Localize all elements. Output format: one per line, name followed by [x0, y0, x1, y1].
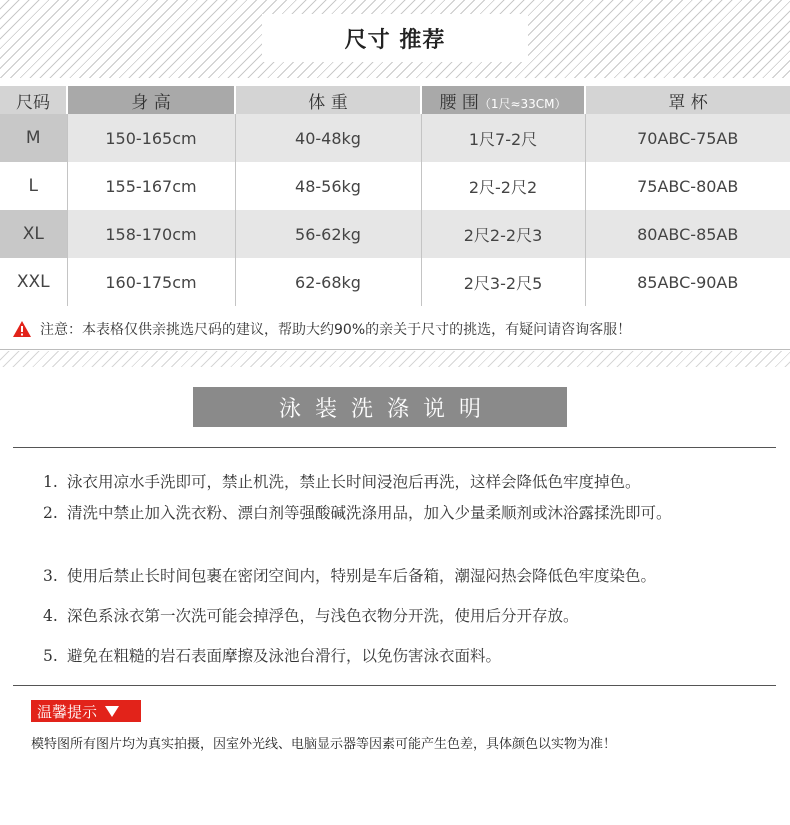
- table-header-row: [0, 86, 790, 114]
- column-header-size: 尺码: [0, 86, 67, 114]
- column-header-height: 身 高: [67, 86, 235, 114]
- table-row: [0, 210, 790, 258]
- warning-icon: [12, 320, 32, 338]
- header-hatch-band: [0, 0, 790, 78]
- cell-size: XL: [0, 210, 67, 258]
- list-item: [43, 560, 656, 592]
- list-item-text: 使用后禁止长时间包裹在密闭空间内，特别是车后备箱，潮湿闷热会降低色牢度染色。: [67, 567, 657, 585]
- cell-height: 158-170cm: [67, 210, 235, 258]
- cell-height: 150-165cm: [67, 114, 235, 162]
- list-item-text: 泳衣用凉水手洗即可，禁止机洗，禁止长时间浸泡后再洗，这样会降低色牢度掉色。: [67, 473, 641, 491]
- table-row: [0, 114, 790, 162]
- list-item-number: 2.: [43, 504, 58, 522]
- column-header-waist-label: 腰 围: [439, 92, 479, 113]
- list-item-text: 避免在粗糙的岩石表面摩擦及泳池台滑行，以免伤害泳衣面料。: [67, 647, 502, 665]
- cell-weight: 48-56kg: [235, 162, 421, 210]
- cell-weight: 40-48kg: [235, 114, 421, 162]
- list-item: [43, 600, 579, 632]
- cell-cup: 80ABC-85AB: [585, 210, 790, 258]
- page-title: 尺寸 推荐: [344, 27, 446, 53]
- warm-tip-text: 模特图所有图片均为真实拍摄，因室外光线、电脑显示器等因素可能产生色差，具体颜色以实物为准！: [31, 737, 617, 752]
- cell-waist: 1尺7-2尺: [421, 114, 585, 162]
- cell-cup: 85ABC-90AB: [585, 258, 790, 306]
- column-header-waist: [421, 86, 585, 114]
- washing-top-rule: [13, 447, 776, 448]
- cell-waist: 2尺2-2尺3: [421, 210, 585, 258]
- list-item-number: 4.: [43, 607, 58, 625]
- size-recommendation-table: [0, 86, 790, 306]
- header-title-box: [262, 14, 528, 62]
- list-item-text: 深色系泳衣第一次洗可能会掉浮色，与浅色衣物分开洗，使用后分开存放。: [67, 607, 579, 625]
- warm-tip-tag: [31, 700, 141, 722]
- cell-waist: 2尺3-2尺5: [421, 258, 585, 306]
- table-row: [0, 258, 790, 306]
- section-hatch-strip: [0, 351, 790, 367]
- column-header-weight: 体 重: [235, 86, 421, 114]
- list-item-text: 清洗中禁止加入洗衣粉、漂白剂等强酸碱洗涤用品，加入少量柔顺剂或沐浴露揉洗即可。: [67, 504, 672, 522]
- column-header-waist-note: （1尺≈33CM）: [478, 96, 567, 111]
- table-row: [0, 162, 790, 210]
- cell-cup: 75ABC-80AB: [585, 162, 790, 210]
- cell-size: M: [0, 114, 67, 162]
- list-item: [43, 497, 763, 529]
- size-notice: [12, 318, 782, 340]
- triangle-down-icon: [105, 706, 119, 717]
- cell-size: XXL: [0, 258, 67, 306]
- list-item-number: 3.: [43, 567, 58, 585]
- cell-waist: 2尺-2尺2: [421, 162, 585, 210]
- divider: [0, 349, 790, 350]
- cell-height: 155-167cm: [67, 162, 235, 210]
- washing-title-banner: 泳装洗涤说明: [193, 387, 567, 427]
- list-item: [43, 640, 501, 672]
- cell-weight: 56-62kg: [235, 210, 421, 258]
- list-item: [43, 466, 641, 498]
- notice-text: 注意：本表格仅供亲挑选尺码的建议，帮助大约90%的亲关于尺寸的挑选，有疑问请咨询客服！: [40, 322, 632, 338]
- cell-size: L: [0, 162, 67, 210]
- column-header-cup: 罩 杯: [585, 86, 790, 114]
- warm-tip-label: 温馨提示: [37, 702, 98, 721]
- washing-bottom-rule: [13, 685, 776, 686]
- list-item-number: 5.: [43, 647, 58, 665]
- cell-height: 160-175cm: [67, 258, 235, 306]
- cell-cup: 70ABC-75AB: [585, 114, 790, 162]
- list-item-number: 1.: [43, 473, 58, 491]
- cell-weight: 62-68kg: [235, 258, 421, 306]
